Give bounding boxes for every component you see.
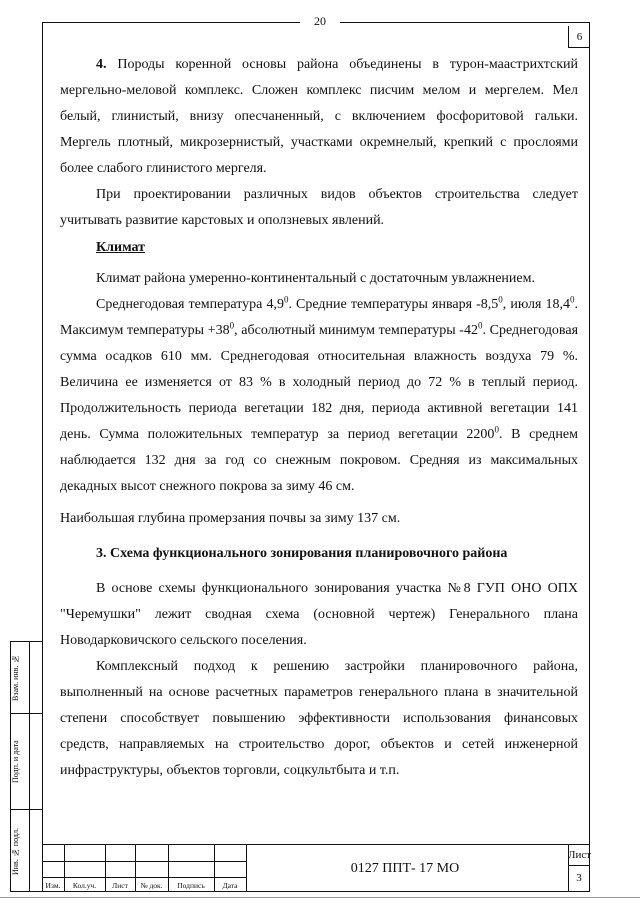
col-label-ndok: № док. (140, 881, 163, 890)
degree-mark: 0 (498, 294, 503, 305)
paragraph-karst: При проектировании различных видов объектов строительства следует учитывать развитие карстовых и оползневых явлений. (60, 187, 578, 228)
degree-mark: 0 (477, 320, 483, 331)
degree-mark: 0 (283, 294, 289, 305)
section-3-heading: 3. Схема функционального зонирования планировочного района (96, 546, 508, 561)
text-run: . Среднегодовая сумма осадков 610 мм. Среднегодовая относительная влажность воздуха 79 %. Величина ее изменяется от 83 % в холодный период до 72 % в теплый период. Продолжительность периода вегетации 182 дня, периода активной вегетации 141 день. Сумма положительных температур за период вегетации 2200 (60, 323, 579, 442)
document-code: 0127 ППТ- 17 МО (350, 861, 460, 876)
stamp-cell-replaced-inv (11, 642, 43, 714)
paragraph-complex-approach: Комплексный подход к решению застройки планировочного района, выполненный на основе расчетных параметров генерального плана в значительной степени способствует повышению эффективности использования финансовых средств, направляемых на строительство дорог, объектов и сетей инженерной инфраструктуры, объектов торговли, соцкультбыта и т.п. (60, 659, 578, 778)
text-run: , абсолютный минимум температуры -42 (234, 323, 478, 338)
paragraph-climate-type: Климат района умеренно-континентальный с достаточным увлажнением. (96, 271, 535, 286)
label-signature-date: Подп. и дата (11, 740, 20, 784)
side-approval-stamp (10, 641, 42, 892)
text-run: Среднегодовая температура 4,9 (96, 297, 284, 312)
label-original-inv: Инв. № подл. (11, 828, 20, 875)
col-label-izm: Изм. (45, 881, 61, 890)
degree-mark: 0 (570, 294, 575, 305)
degree-mark: 0 (229, 320, 235, 331)
paragraph-frost-depth: Наибольшая глубина промерзания почвы за зиму 137 см. (60, 511, 401, 526)
text-run: . В среднем наблюдается 132 дня за год со снежным покровом. Средняя из максимальных декадных высот снежного покрова за зиму 46 см. (60, 427, 578, 494)
text-run: . Максимум температуры +38 (60, 297, 578, 338)
top-page-number: 20 (300, 14, 340, 29)
title-block (42, 844, 590, 892)
text-run: . Средние температуры января -8,5 (288, 297, 499, 312)
col-label-data: Дата (222, 881, 238, 890)
degree-mark: 0 (494, 424, 499, 435)
title-block-row-line (42, 877, 246, 878)
sheet-number: 3 (576, 872, 582, 884)
sheet-number-box: 6 (568, 26, 590, 48)
sheet-label: Лист (568, 849, 592, 861)
paragraph-bedrock (60, 52, 578, 182)
paragraph-bedrock-text: Породы коренной основы района объединены в турон-маастрихтский мергельно-меловой комплекс. Сложен комплекс писчим мелом и мергелем. Мел белый, глинистый, внизу опесчаненный, с включением фосфоритовой гальки. Мергель плотный, микрозернистый, участками окремнелый, крепкий с прослоями более слабого глинистого мергеля. (60, 57, 578, 176)
stamp-cell-original-inv (11, 810, 43, 893)
climate-heading: Климат (96, 240, 146, 255)
stamp-cell-signature-date (11, 714, 43, 810)
col-label-list: Лист (112, 881, 128, 890)
paragraph-number: 4. (96, 57, 107, 72)
col-label-podpis: Подпись (177, 881, 205, 890)
col-label-koluch: Кол.уч. (72, 881, 97, 890)
scan-edge-line (0, 897, 640, 898)
paragraph-zoning-basis: В основе схемы функционального зонирования участка №8 ГУП ОНО ОПХ "Черемушки" лежит сводная схема (основной чертеж) Генерального плана Новодарковичского сельского поселения. (60, 581, 578, 648)
title-block-row-line (568, 865, 590, 866)
title-block-row-line (42, 861, 246, 862)
paragraph-climate-stats (60, 292, 578, 500)
label-replaced-inv: Взам. инв. № (11, 654, 20, 702)
text-run: , июля 18,4 (502, 297, 570, 312)
